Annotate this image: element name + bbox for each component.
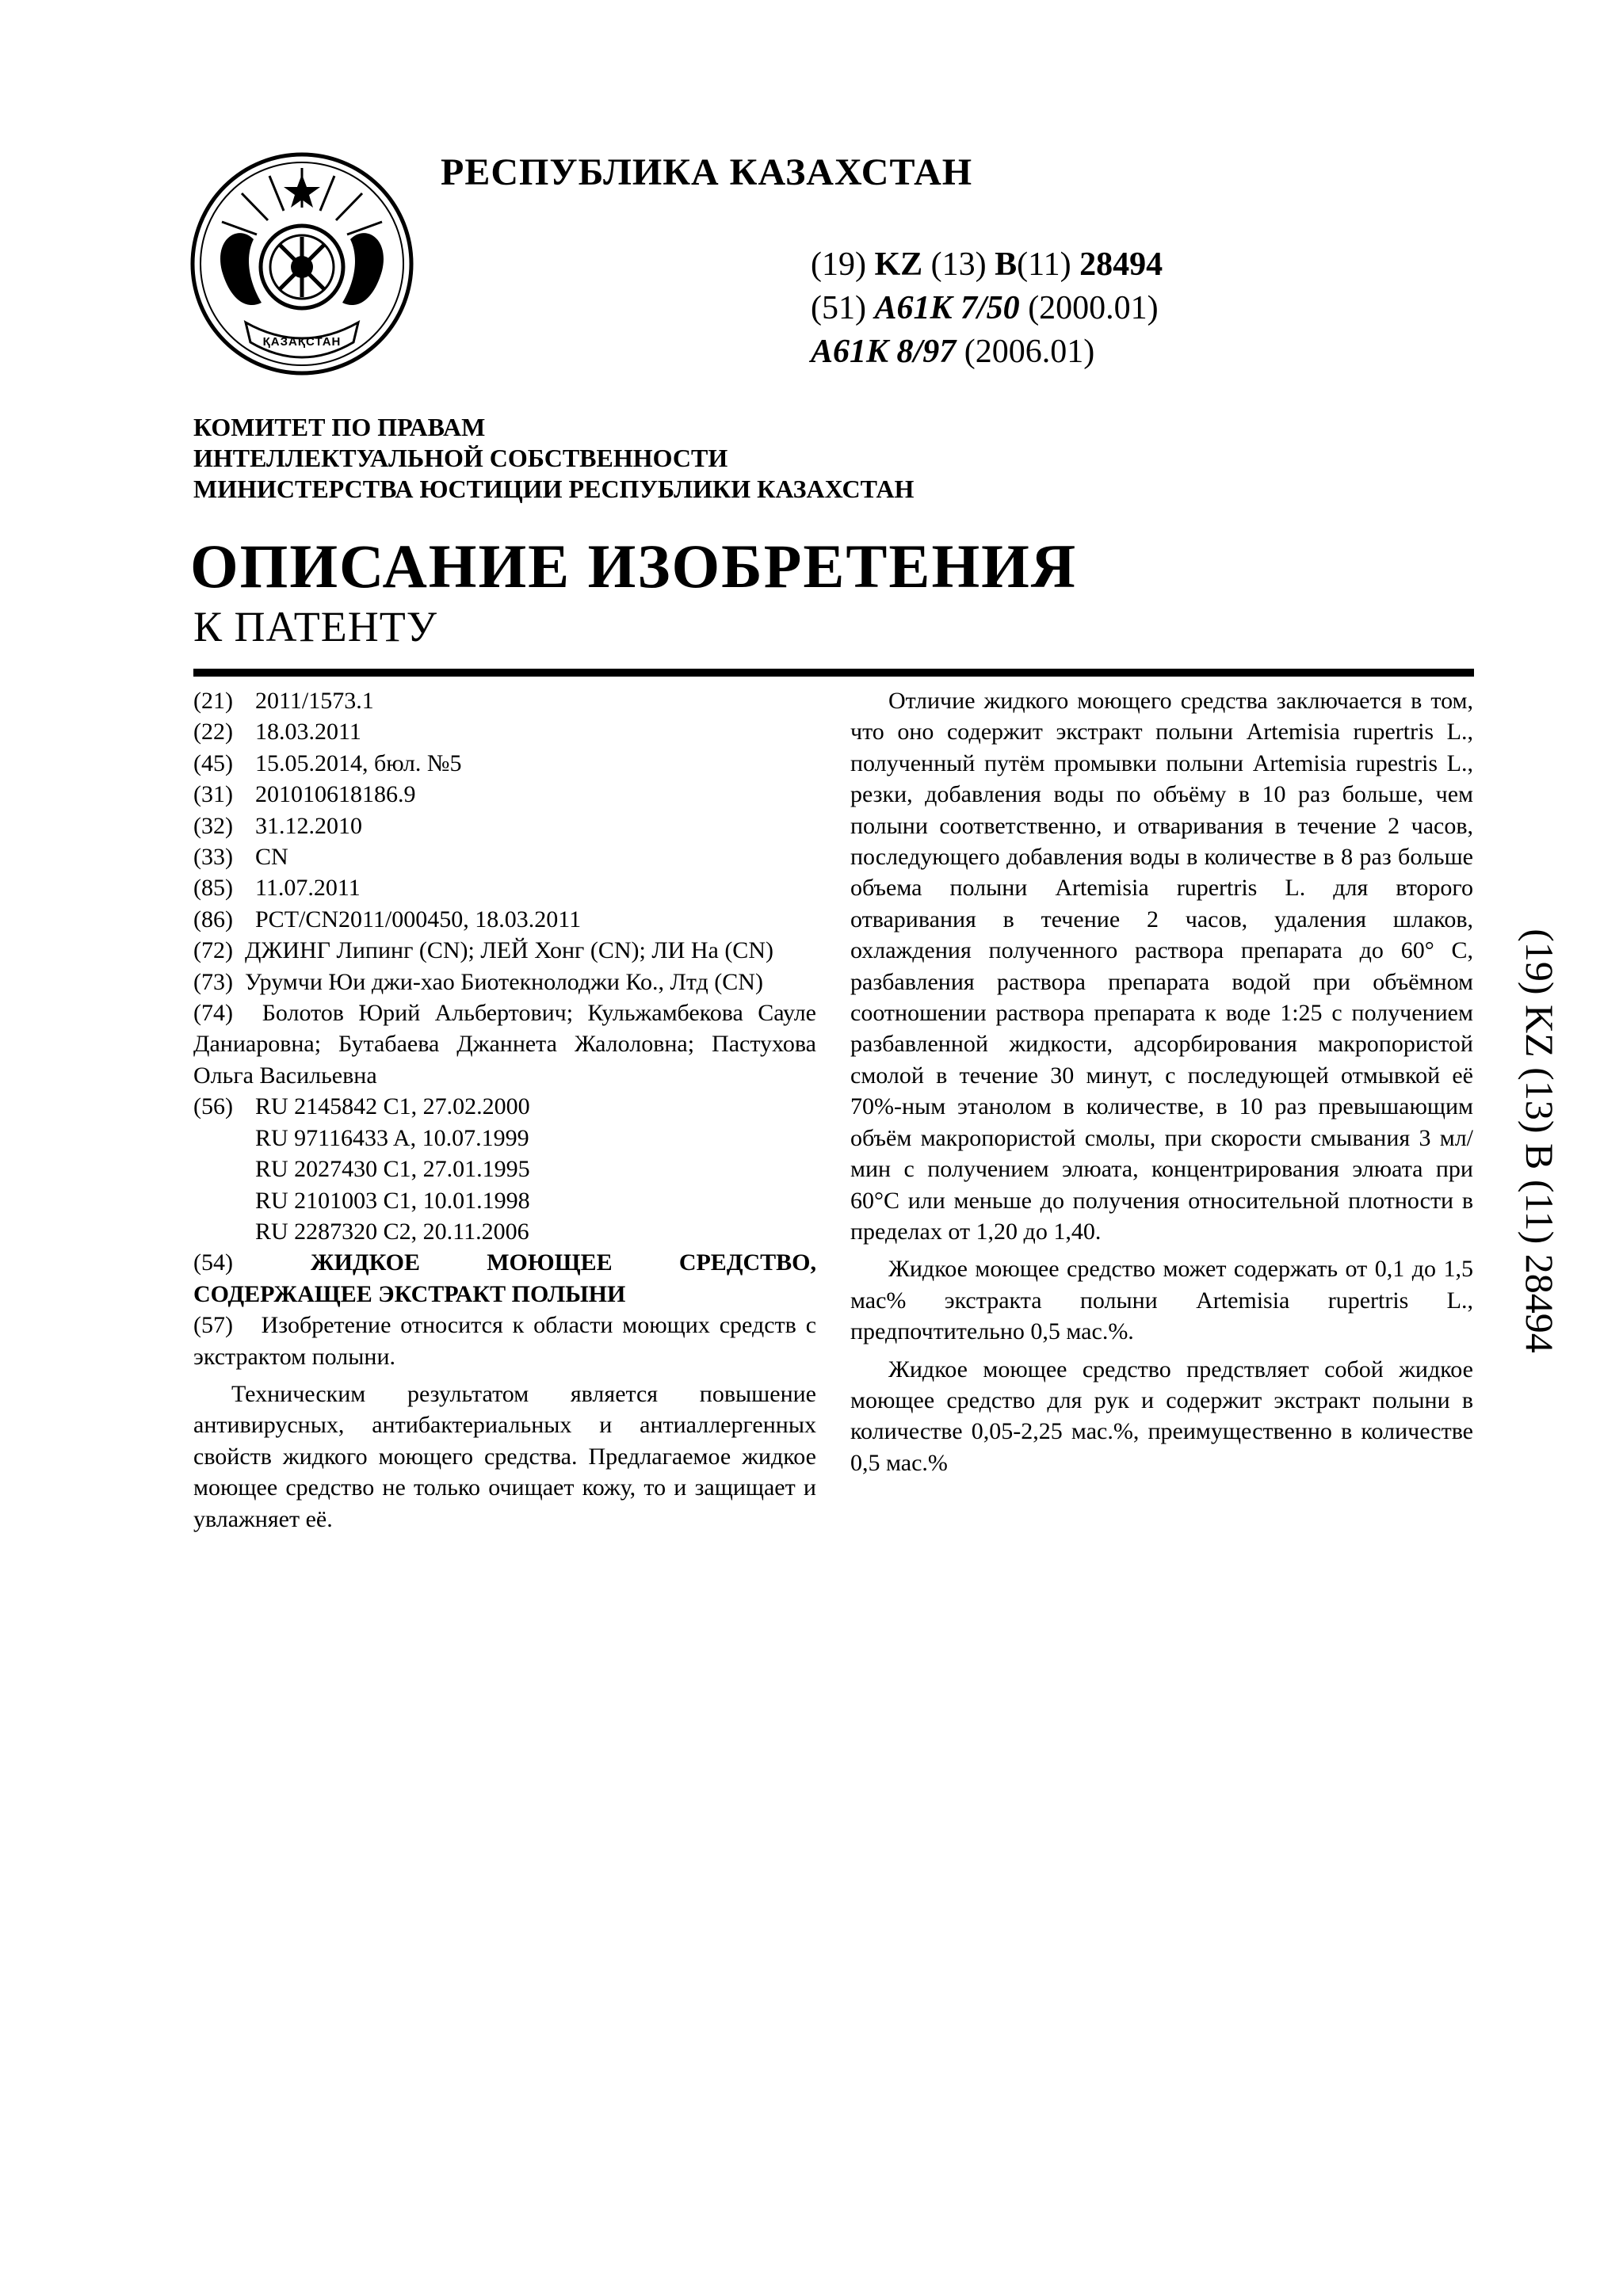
paragraph: Жидкое моющее средство предствляет собой жидкое моющее средство для рук и содержит экстракт полыни в количестве 0,05-2,25 мас.%, преимущественно в количестве 0,5 мас.% (850, 1356, 1473, 1476)
biblio-73: (73) Урумчи Юи джи-хао Биотекнолоджи Ко., Лтд (CN) (193, 968, 763, 995)
paragraph: Техническим результатом является повышение антивирусных, антибактериальных и антиаллергенных свойств жидкого моющего средства. Предлагаемое жидкое моющее средство не только очищает кожу, то и защищает и увлажняет её. (193, 1380, 816, 1532)
biblio-33: (33) CN (193, 844, 288, 871)
biblio-74: (74) Болотов Юрий Альбертович; Кульжамбекова Сауле Даниаровна; Бутабаева Джаннета Жалоловна; Пастухова Ольга Васильевна (193, 1000, 816, 1089)
committee-line: ИНТЕЛЛЕКТУАЛЬНОЙ СОБСТВЕННОСТИ (193, 444, 728, 472)
header-rule (193, 669, 1474, 677)
biblio-85: (85) 11.07.2011 (193, 875, 361, 902)
committee-line: МИНИСТЕРСТВА ЮСТИЦИИ РЕСПУБЛИКИ КАЗАХСТАН (193, 475, 915, 503)
biblio-31: (31) 201010618186.9 (193, 781, 416, 808)
side-patent-number: (19) KZ (13) B (11) 28494 (1518, 929, 1562, 1353)
reference: RU 2287320 C2, 20.11.2006 (255, 1218, 529, 1245)
code-13: (13) (930, 246, 987, 283)
emblem-ribbon-text: ҚАЗАҚСТАН (262, 335, 342, 349)
biblio-22: (22) 18.03.2011 (193, 719, 361, 746)
state-emblem (190, 152, 414, 376)
biblio-32: (32) 31.12.2010 (193, 812, 362, 839)
biblio-56: (56) RU 2145842 C1, 27.02.2000 (193, 1091, 816, 1122)
left-column (193, 685, 816, 1535)
publication-codes-line3 (811, 333, 1094, 371)
patent-number: 28494 (1079, 246, 1163, 283)
abstract-57: (57) Изобретение относится к области моющих средств с экстрактом полыни. (193, 1312, 817, 1370)
reference: RU 2145842 C1, 27.02.2000 (255, 1093, 530, 1120)
ipc-class-2: A61K 8/97 (811, 334, 957, 370)
country-name: РЕСПУБЛИКА КАЗАХСТАН (441, 151, 973, 193)
reference: RU 97116433 A, 10.07.1999 (255, 1124, 529, 1151)
document-subtitle: К ПАТЕНТУ (193, 603, 437, 650)
emblem-icon (190, 152, 414, 376)
kind-code: B (995, 246, 1018, 283)
country-code: KZ (874, 246, 923, 283)
invention-title: (54) ЖИДКОЕ МОЮЩЕЕ СРЕДСТВО, СОДЕРЖАЩЕЕ ЭКСТРАКТ ПОЛЫНИ (193, 1249, 816, 1307)
committee-line: КОМИТЕТ ПО ПРАВАМ (193, 413, 486, 441)
ipc-date-1: (2000.01) (1028, 290, 1159, 326)
ipc-class-1: A61K 7/50 (874, 290, 1020, 326)
paragraph: Отличие жидкого моющего средства заключается в том, что оно содержит экстракт полыни Artemisia rupertris L., полученный путём промывки полыни Artemisia rupestris L., резки, добавления воды по объёму в 10 раз больше, чем полыни соответственно, и отваривания в течение 2 часов, последующего добавления воды в количестве в 8 раз больше объема полыни Artemisia rupertris L. для второго отваривания в течение 2 часов, удаления шлаков, охлаждения полученного раствора препарата до 60° C, разбавления раствора препарата водой при объёмном соотношении раствора препарата к воде 1:25 с получением разбавленной жидкости, адсорбирования макропористой смолой в течение 30 минут, с последующей отмывкой её 70%-ным этанолом в количестве, в 10 раз превышающим объём макропористой смолы, при скорости смывания 3 мл/мин с получением элюата, концентрирования элюата при 60°C или меньше до получения относительной плотности в пределах от 1,20 до 1,40. (850, 688, 1473, 1245)
ipc-date-2: (2006.01) (964, 334, 1095, 370)
code-11: (11) (1017, 246, 1071, 283)
document-title: ОПИСАНИЕ ИЗОБРЕТЕНИЯ (190, 532, 1078, 601)
biblio-21: (21) 2011/1573.1 (193, 688, 374, 714)
code-19: (19) (811, 246, 866, 283)
publication-codes-line2 (811, 289, 1159, 327)
biblio-72: (72) ДЖИНГ Липинг (CN); ЛЕЙ Хонг (CN); ЛИ На (CN) (193, 937, 773, 964)
publication-codes-line1 (811, 246, 1163, 284)
code-51: (51) (811, 290, 866, 326)
right-column (850, 685, 1473, 1478)
reference: RU 2101003 C1, 10.01.1998 (255, 1187, 530, 1214)
biblio-45: (45) 15.05.2014, бюл. №5 (193, 749, 462, 776)
biblio-86: (86) PCT/CN2011/000450, 18.03.2011 (193, 906, 582, 933)
committee-block (193, 412, 914, 505)
reference: RU 2027430 C1, 27.01.1995 (255, 1156, 530, 1183)
paragraph: Жидкое моющее средство может содержать от 0,1 до 1,5 мас% экстракта полыни Artemisia rupertris L., предпочтительно 0,5 мас.%. (850, 1256, 1473, 1345)
